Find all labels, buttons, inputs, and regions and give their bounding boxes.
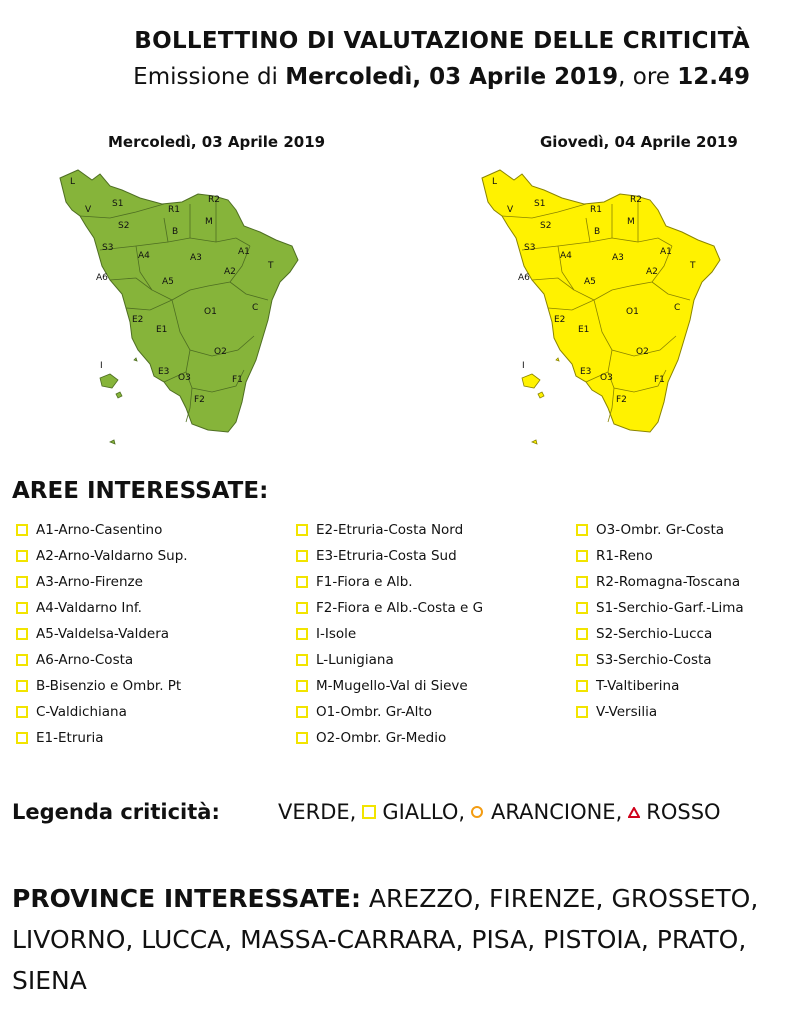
- zone-label: R2: [630, 195, 642, 205]
- area-item: [16, 543, 188, 569]
- zone-label: T: [268, 261, 274, 271]
- provinces-list: AREZZO, FIRENZE, GROSSETO, LIVORNO, LUCCA, MASSA-CARRARA, PISA, PISTOIA, PRATO, SIENA: [12, 884, 759, 995]
- yellow-square-icon: [362, 805, 376, 819]
- area-item: [296, 647, 483, 673]
- area-label: E3-Etruria-Costa Sud: [316, 548, 457, 564]
- map-tomorrow: [462, 160, 742, 460]
- island: [538, 392, 544, 398]
- zone-label: S3: [102, 243, 114, 253]
- zone-label: R2: [208, 195, 220, 205]
- zone-label: V: [85, 205, 92, 215]
- zone-label: A2: [224, 267, 236, 277]
- area-label: E1-Etruria: [36, 730, 104, 746]
- island: [134, 358, 137, 361]
- yellow-square-icon: [296, 628, 308, 640]
- zone-label: A4: [560, 251, 572, 261]
- zone-label: B: [172, 227, 179, 237]
- zone-label: E3: [580, 367, 592, 377]
- area-label: A1-Arno-Casentino: [36, 522, 163, 538]
- zone-label: E2: [554, 315, 566, 325]
- legend-rosso-text: ROSSO: [646, 800, 721, 824]
- zone-label: A6: [518, 273, 530, 283]
- provinces-label: PROVINCE INTERESSATE:: [12, 884, 361, 913]
- area-item: [576, 543, 744, 569]
- island: [116, 392, 122, 398]
- yellow-square-icon: [16, 524, 28, 536]
- yellow-square-icon: [16, 576, 28, 588]
- zone-label: F2: [194, 395, 205, 405]
- zone-label: S2: [540, 221, 552, 231]
- area-item: [16, 517, 188, 543]
- area-item: [296, 673, 483, 699]
- area-item: [16, 725, 188, 751]
- area-item: [16, 595, 188, 621]
- areas-column-3: [576, 517, 744, 725]
- area-label: R1-Reno: [596, 548, 653, 564]
- area-item: [576, 569, 744, 595]
- area-item: [576, 517, 744, 543]
- area-label: A6-Arno-Costa: [36, 652, 134, 668]
- area-label: F1-Fiora e Alb.: [316, 574, 413, 590]
- area-item: [296, 595, 483, 621]
- yellow-square-icon: [296, 680, 308, 692]
- zone-label: S3: [524, 243, 536, 253]
- emission-line: [0, 64, 750, 90]
- area-item: [296, 569, 483, 595]
- zone-label: O1: [204, 307, 217, 317]
- area-label: A5-Valdelsa-Valdera: [36, 626, 170, 642]
- legend: [12, 800, 772, 824]
- area-label: F2-Fiora e Alb.-Costa e G: [316, 600, 484, 616]
- zone-label: E2: [132, 315, 144, 325]
- bulletin-header: [0, 24, 798, 90]
- yellow-square-icon: [576, 602, 588, 614]
- zone-label: A2: [646, 267, 658, 277]
- area-label: A3-Arno-Firenze: [36, 574, 143, 590]
- legend-giallo: [362, 800, 465, 824]
- zone-label: B: [594, 227, 601, 237]
- yellow-square-icon: [296, 576, 308, 588]
- zone-label: F2: [616, 395, 627, 405]
- zone-label: O2: [214, 347, 227, 357]
- area-item: [16, 647, 188, 673]
- zone-label: E3: [158, 367, 170, 377]
- yellow-square-icon: [576, 706, 588, 718]
- yellow-square-icon: [296, 550, 308, 562]
- zone-label: A5: [162, 277, 174, 287]
- yellow-square-icon: [576, 576, 588, 588]
- yellow-square-icon: [296, 706, 308, 718]
- emission-prefix: Emissione di: [133, 64, 278, 90]
- yellow-square-icon: [16, 706, 28, 718]
- area-item: [576, 595, 744, 621]
- zone-label: A6: [96, 273, 108, 283]
- zone-label: R1: [590, 205, 602, 215]
- yellow-square-icon: [16, 732, 28, 744]
- yellow-square-icon: [576, 654, 588, 666]
- zone-label: S1: [112, 199, 124, 209]
- zone-label: M: [205, 217, 213, 227]
- zone-label: T: [690, 261, 696, 271]
- zone-label: O3: [600, 373, 613, 383]
- area-item: [16, 569, 188, 595]
- zone-label: O2: [636, 347, 649, 357]
- legend-giallo-text: GIALLO,: [382, 800, 466, 824]
- area-item: [296, 699, 483, 725]
- bulletin-title: BOLLETTINO DI VALUTAZIONE DELLE CRITICITÀ: [134, 28, 750, 54]
- island: [556, 358, 559, 361]
- area-label: A2-Arno-Valdarno Sup.: [36, 548, 188, 564]
- area-label: B-Bisenzio e Ombr. Pt: [36, 678, 182, 694]
- yellow-square-icon: [576, 550, 588, 562]
- tuscany-map-tomorrow: [462, 160, 742, 460]
- areas-title: AREE INTERESSATE:: [12, 478, 269, 504]
- area-label: S1-Serchio-Garf.-Lima: [596, 600, 744, 616]
- legend-arancione: [471, 800, 622, 824]
- area-label: S3-Serchio-Costa: [596, 652, 712, 668]
- areas-column-1: [16, 517, 188, 751]
- areas-column-2: [296, 517, 483, 751]
- map-date-tomorrow: Giovedì, 04 Aprile 2019: [540, 133, 738, 151]
- area-item: [576, 673, 744, 699]
- legend-label: Legenda criticità:: [12, 800, 220, 824]
- area-item: [296, 517, 483, 543]
- area-label: C-Valdichiana: [36, 704, 127, 720]
- zone-label: R1: [168, 205, 180, 215]
- area-label: V-Versilia: [596, 704, 658, 720]
- area-label: T-Valtiberina: [596, 678, 680, 694]
- area-item: [16, 699, 188, 725]
- yellow-square-icon: [296, 732, 308, 744]
- zone-label: F1: [232, 375, 243, 385]
- zone-label: M: [627, 217, 635, 227]
- area-label: S2-Serchio-Lucca: [596, 626, 713, 642]
- yellow-square-icon: [576, 628, 588, 640]
- emission-date: Mercoledì, 03 Aprile 2019: [285, 64, 619, 90]
- yellow-square-icon: [16, 550, 28, 562]
- area-label: O3-Ombr. Gr-Costa: [596, 522, 725, 538]
- zone-label: A3: [612, 253, 624, 263]
- legend-rosso: [628, 800, 720, 824]
- emission-time: 12.49: [677, 64, 750, 90]
- tuscany-map-today: [40, 160, 320, 460]
- zone-label: I: [100, 361, 103, 371]
- area-label: R2-Romagna-Toscana: [596, 574, 741, 590]
- zone-label: I: [522, 361, 525, 371]
- zone-label: O1: [626, 307, 639, 317]
- legend-verde-text: VERDE,: [278, 800, 357, 824]
- yellow-square-icon: [16, 654, 28, 666]
- map-today: [40, 160, 320, 460]
- area-item: [576, 621, 744, 647]
- orange-circle-icon: [471, 806, 483, 818]
- area-label: M-Mugello-Val di Sieve: [316, 678, 468, 694]
- yellow-square-icon: [576, 680, 588, 692]
- yellow-square-icon: [296, 524, 308, 536]
- provinces: [12, 878, 788, 1001]
- red-triangle-icon: [628, 807, 640, 818]
- area-item: [296, 543, 483, 569]
- area-item: [296, 725, 483, 751]
- island: [522, 374, 540, 388]
- zone-label: E1: [578, 325, 590, 335]
- area-item: [576, 699, 744, 725]
- yellow-square-icon: [16, 628, 28, 640]
- yellow-square-icon: [576, 524, 588, 536]
- zone-label: V: [507, 205, 514, 215]
- zone-label: L: [492, 177, 498, 187]
- area-label: A4-Valdarno Inf.: [36, 600, 142, 616]
- zone-label: F1: [654, 375, 665, 385]
- area-label: E2-Etruria-Costa Nord: [316, 522, 464, 538]
- island: [110, 440, 115, 444]
- zone-label: L: [70, 177, 76, 187]
- zone-label: A1: [660, 247, 672, 257]
- island: [100, 374, 118, 388]
- area-label: L-Lunigiana: [316, 652, 394, 668]
- area-item: [16, 673, 188, 699]
- area-item: [576, 647, 744, 673]
- legend-verde: [278, 800, 356, 824]
- legend-arancione-text: ARANCIONE,: [491, 800, 623, 824]
- zone-label: S1: [534, 199, 546, 209]
- zone-label: O3: [178, 373, 191, 383]
- zone-label: A4: [138, 251, 150, 261]
- map-date-today: Mercoledì, 03 Aprile 2019: [108, 133, 326, 151]
- zone-label: A5: [584, 277, 596, 287]
- zone-label: A1: [238, 247, 250, 257]
- area-label: O2-Ombr. Gr-Medio: [316, 730, 447, 746]
- island: [532, 440, 537, 444]
- area-item: [296, 621, 483, 647]
- area-item: [16, 621, 188, 647]
- yellow-square-icon: [296, 654, 308, 666]
- emission-mid: , ore: [618, 64, 670, 90]
- area-label: O1-Ombr. Gr-Alto: [316, 704, 432, 720]
- zone-label: A3: [190, 253, 202, 263]
- zone-label: C: [252, 303, 259, 313]
- zone-label: S2: [118, 221, 130, 231]
- yellow-square-icon: [296, 602, 308, 614]
- zone-label: E1: [156, 325, 168, 335]
- yellow-square-icon: [16, 602, 28, 614]
- area-label: I-Isole: [316, 626, 357, 642]
- zone-label: C: [674, 303, 681, 313]
- yellow-square-icon: [16, 680, 28, 692]
